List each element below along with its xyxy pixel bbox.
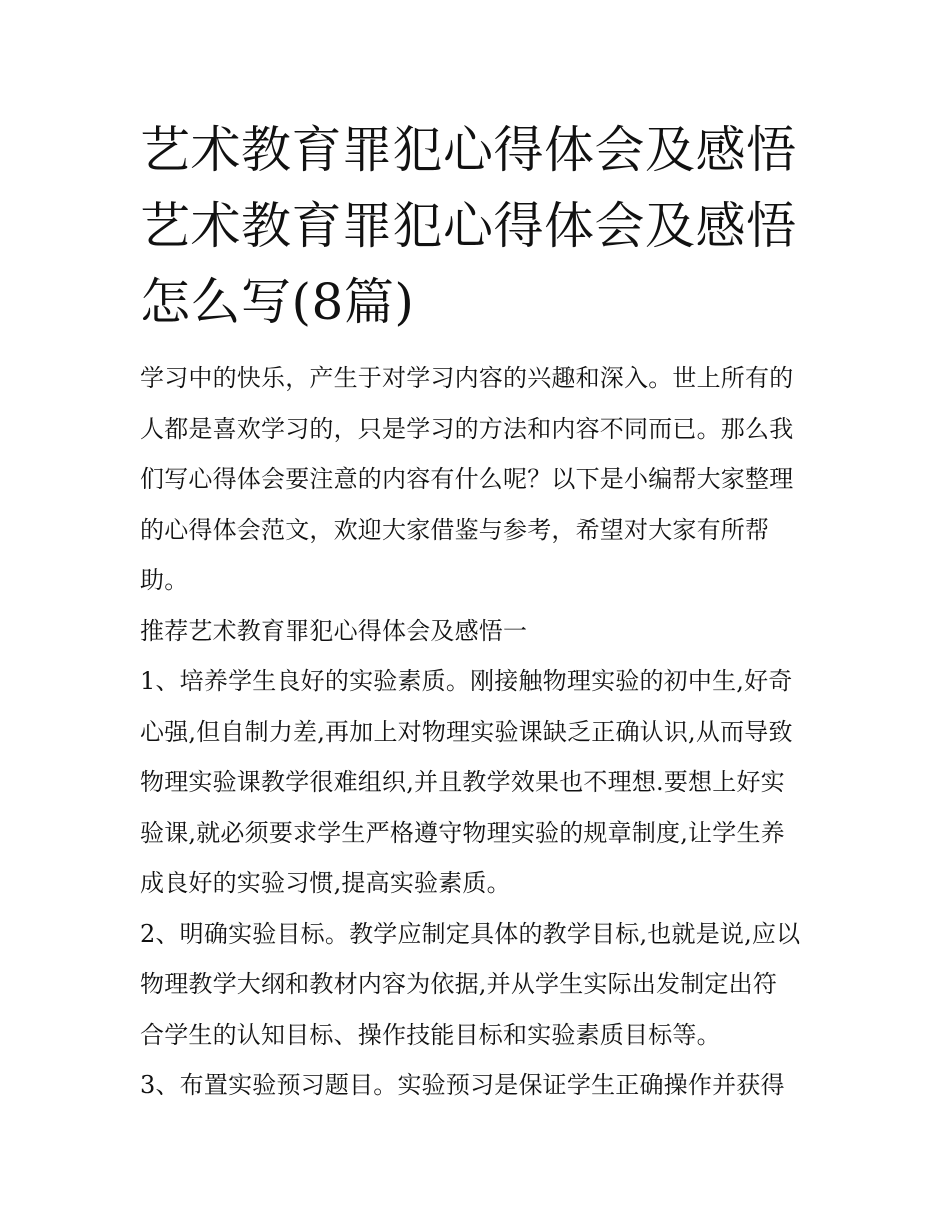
- body-line: 学习中的快乐，产生于对学习内容的兴趣和深入。世上所有的: [140, 364, 794, 392]
- title-line: 怎么写(8篇): [140, 273, 415, 331]
- body-line: 物理实验课教学很难组织,并且教学效果也不理想.要想上好实: [140, 768, 785, 796]
- body-line: 验课,就必须要求学生严格遵守物理实验的规章制度,让学生养: [140, 818, 785, 847]
- body-line: 合学生的认知目标、操作技能目标和实验素质目标等。: [140, 1020, 721, 1049]
- body-line: 人都是喜欢学习的，只是学习的方法和内容不同而已。那么我: [140, 414, 794, 443]
- document-body: [140, 353, 830, 1111]
- document-title: [140, 112, 830, 340]
- title-line: 艺术教育罪犯心得体会及感悟: [140, 121, 797, 179]
- body-line: 3、布置实验预习题目。实验预习是保证学生正确操作并获得: [140, 1071, 785, 1099]
- body-line: 物理教学大纲和教材内容为依据,并从学生实际出发制定出符: [140, 970, 778, 998]
- body-line: 心强,但自制力差,再加上对物理实验课缺乏正确认识,从而导致: [140, 717, 793, 746]
- body-line: 成良好的实验习惯,提高实验素质。: [140, 869, 511, 897]
- body-line: 的心得体会范文，欢迎大家借鉴与参考，希望对大家有所帮: [140, 515, 770, 544]
- title-line: 艺术教育罪犯心得体会及感悟: [140, 197, 797, 255]
- body-line: 助。: [140, 566, 189, 594]
- body-line: 们写心得体会要注意的内容有什么呢？以下是小编帮大家整理: [140, 465, 794, 493]
- section-heading: 推荐艺术教育罪犯心得体会及感悟一: [140, 616, 528, 645]
- body-line: 1、培养学生良好的实验素质。刚接触物理实验的初中生,好奇: [140, 667, 793, 695]
- body-line: 2、明确实验目标。教学应制定具体的教学目标,也就是说,应以: [140, 919, 801, 948]
